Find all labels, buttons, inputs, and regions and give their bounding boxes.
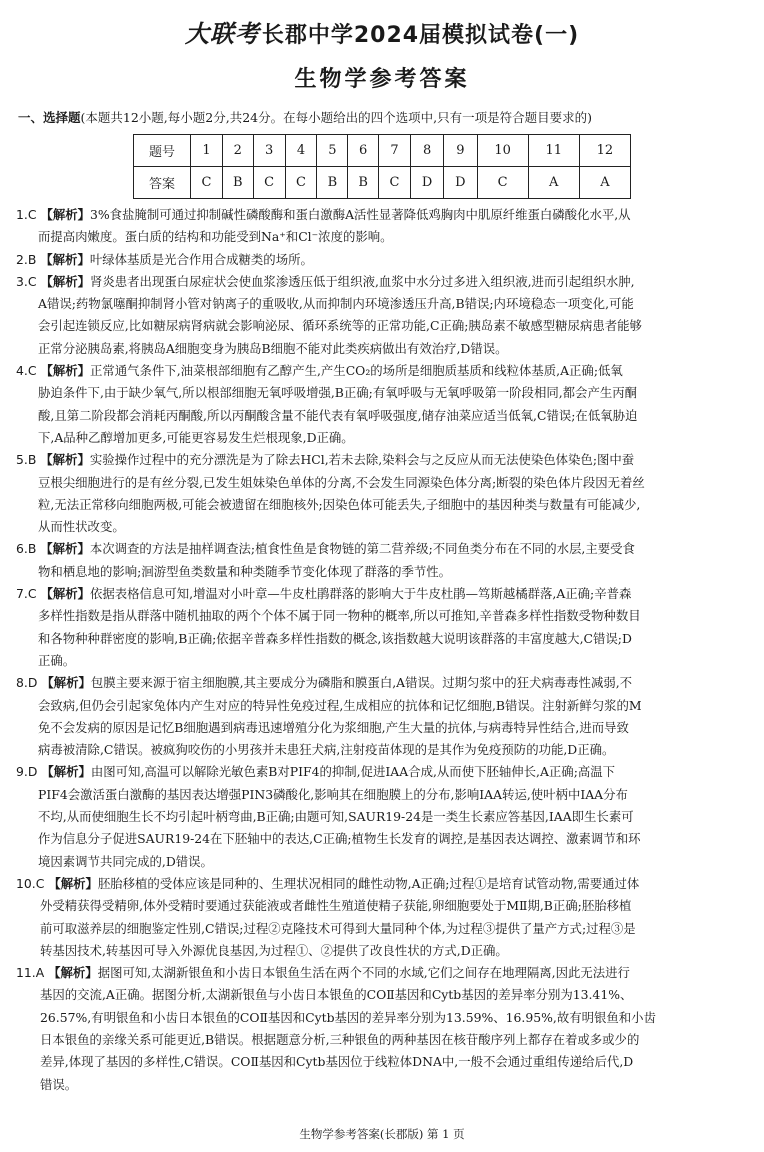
- analysis-tag: 【解析】: [41, 675, 91, 691]
- answer-cell: A: [528, 167, 579, 199]
- answer-cell: D: [444, 167, 477, 199]
- explanation-continuation-line: 差异,体现了基因的多样性,C错误。COⅡ基因和Cytb基因位于线粒体DNA中,一般不会通过重组传递给后代,D: [40, 1054, 634, 1070]
- section-note: (本题共12小题,每小题2分,共24分。在每小题给出的四个选项中,只有一项是符合题目要求的): [80, 110, 592, 125]
- question-number-cell: 6: [348, 135, 379, 167]
- brand-logo-text: 大联考: [184, 20, 260, 48]
- explanation-text: 叶绿体基质是光合作用合成糖类的场所。: [89, 251, 313, 267]
- explanation-text: 据图可知,太湖新银鱼和小齿日本银鱼生活在两个不同的水域,它们之间存在地理隔离,因此无法进行: [97, 965, 630, 981]
- exam-title-text: 长郡中学2024届模拟试卷(一): [261, 23, 580, 48]
- explanation-continuation-line: 而提高肉嫩度。蛋白质的结构和功能受到Na⁺和Cl⁻浓度的影响。: [38, 229, 393, 245]
- question-number-cell: 3: [253, 135, 285, 167]
- number-row-label: 题号: [134, 135, 191, 167]
- explanation-item: [16, 204, 750, 249]
- question-number-cell: 9: [444, 135, 477, 167]
- explanation-first-line: [16, 583, 750, 605]
- explanation-continuation-line: 会致病,但仍会引起家兔体内产生对应的特异性免疫过程,生成相应的抗体和记忆细胞,B错误。注射新鲜匀浆的M: [38, 697, 642, 713]
- answer-cell: B: [348, 167, 379, 199]
- question-answer-label: 4.C: [16, 363, 37, 379]
- question-answer-label: 5.B: [16, 452, 37, 468]
- explanation-item: [16, 360, 750, 449]
- explanation-continuation-line: 下,A品种乙醇增加更多,可能更容易发生烂根现象,D正确。: [38, 429, 354, 445]
- explanation-text: 实验操作过程中的充分漂洗是为了除去HCl,若未去除,染料会与之反应从而无法使染色体染色;图中蚕: [89, 452, 635, 468]
- question-answer-label: 11.A: [16, 965, 45, 981]
- analysis-tag: 【解析】: [40, 586, 90, 602]
- explanation-continuation-line: 病毒被清除,C错误。被疯狗咬伤的小男孩并未患狂犬病,注射疫苗体现的是其作为免疫预防的功能,D正确。: [38, 742, 615, 758]
- explanation-continuation-line: 错误。: [40, 1076, 78, 1092]
- answer-cell: D: [410, 167, 443, 199]
- explanation-continuation-line: 会引起连锁反应,比如糖尿病肾病就会影响泌尿、循环系统等的正常功能,C正确;胰岛素不敏感型糖尿病患者能够: [38, 318, 642, 334]
- explanation-continuation-line: 和各物种种群密度的影响,B正确;依据辛普森多样性指数的概念,该指数越大说明该群落的丰富度越大,C错误;D: [38, 630, 632, 646]
- explanation-continuation-line: 外受精获得受精卵,体外受精时要通过获能液或者雌性生殖道使精子获能,卵细胞要处于MⅡ期,B正确;胚胎移植: [40, 898, 632, 914]
- explanation-first-line: [16, 538, 750, 560]
- explanation-first-line: [16, 873, 750, 895]
- answer-cell: C: [477, 167, 528, 199]
- explanation-continuation-line: 日本银鱼的亲缘关系可能更近,B错误。根据题意分析,三种银鱼的两种基因在核苷酸序列上都存在着或多或少的: [40, 1031, 640, 1047]
- analysis-tag: 【解析】: [40, 452, 90, 468]
- question-answer-label: 2.B: [16, 251, 37, 267]
- explanation-continuation-line: 不均,从而使细胞生长不均引起叶柄弯曲,B正确;由题可知,SAUR19-24是一类生长素应答基因,IAA即生长素可: [38, 809, 634, 825]
- question-number-cell: 7: [379, 135, 411, 167]
- answer-table: [133, 134, 631, 199]
- explanation-continuation-line: 前可取滋养层的细胞鉴定性别,C错误;过程②克隆技术可得到大量同种个体,为过程③提供了量产方式;过程③是: [40, 920, 636, 936]
- explanation-continuation-line: 作为信息分子促进SAUR19-24在下胚轴中的表达,C正确;植物生长发育的调控,是基因表达调控、激素调节和环: [38, 831, 641, 847]
- explanation-continuation-line: 豆根尖细胞进行的是有丝分裂,已发生姐妹染色单体的分离,不会发生同源染色体分离;断裂的染色体片段因无着丝: [38, 474, 645, 490]
- explanation-continuation-line: 酸,且第二阶段都会消耗丙酮酸,所以丙酮酸含量不能代表有氧呼吸强度,储存油菜应适当低氧,C错误;在低氧胁迫: [38, 407, 638, 423]
- question-number-cell: 2: [222, 135, 253, 167]
- page-footer: 生物学参考答案(长郡版) 第 1 页: [299, 1127, 465, 1141]
- section-heading: [18, 108, 758, 126]
- answer-cell: A: [579, 167, 630, 199]
- explanation-text: 3%食盐腌制可通过抑制碱性磷酸酶和蛋白激酶A活性显著降低鸡胸肉中肌原纤维蛋白磷酸化水平,从: [90, 207, 631, 222]
- explanation-text: 肾炎患者出现蛋白尿症状会使血浆渗透压低于组织液,血浆中水分过多进入组织液,进而引起组织水肿,: [90, 273, 635, 289]
- explanation-continuation-line: 26.57%,有明银鱼和小齿日本银鱼的COⅡ基因和Cytb基因的差异率分别为13.59%、16.95%,故有明银鱼和小齿: [40, 1009, 656, 1025]
- explanation-continuation-line: 粒,无法正常移向细胞两极,可能会被遗留在细胞核外;因染色体可能丢失,子细胞中的基因种类与数量有可能减少,: [38, 496, 641, 512]
- analysis-tag: 【解析】: [40, 363, 90, 379]
- explanation-continuation-line: 正常分泌胰岛素,将胰岛A细胞变身为胰岛B细胞不能对此类疾病做出有效治疗,D错误。: [38, 340, 508, 356]
- question-answer-label: 1.C: [16, 207, 37, 222]
- explanation-item: [16, 672, 750, 761]
- explanation-continuation-line: 境因素调节共同完成的,D错误。: [38, 853, 213, 869]
- explanation-continuation-line: PIF4会激活蛋白激酶的基因表达增强PIN3磷酸化,影响其在细胞膜上的分布,影响IAA转运,使叶柄中IAA分布: [38, 786, 628, 802]
- answer-table-number-row: [134, 135, 631, 167]
- explanation-text: 由图可知,高温可以解除光敏色素B对PIF4的抑制,促进IAA合成,从而使下胚轴伸长,A正确;高温下: [90, 764, 616, 780]
- question-number-cell: 12: [579, 135, 630, 167]
- analysis-tag: 【解析】: [40, 541, 90, 557]
- explanation-first-line: [16, 271, 750, 293]
- answer-cell: C: [379, 167, 411, 199]
- explanation-item: [16, 761, 750, 872]
- explanation-text: 依据表格信息可知,增温对小叶章—牛皮杜鹃群落的影响大于牛皮杜鹃—笃斯越橘群落,A正确;辛普森: [90, 586, 632, 602]
- explanation-continuation-line: 正确。: [38, 652, 76, 668]
- explanation-first-line: [16, 761, 750, 783]
- analysis-tag: 【解析】: [40, 251, 90, 267]
- exam-title: [0, 14, 764, 49]
- question-number-cell: 11: [528, 135, 579, 167]
- answer-cell: C: [253, 167, 285, 199]
- analysis-tag: 【解析】: [41, 764, 91, 780]
- explanation-text: 包膜主要来源于宿主细胞膜,其主要成分为磷脂和膜蛋白,A错误。过期匀浆中的狂犬病毒毒性减弱,不: [90, 675, 633, 691]
- explanation-item: [16, 271, 750, 360]
- answer-cell: B: [222, 167, 253, 199]
- question-answer-label: 7.C: [16, 586, 37, 602]
- answer-row-label: 答案: [134, 167, 191, 199]
- explanation-text: 正常通气条件下,油菜根部细胞有乙醇产生,产生CO₂的场所是细胞质基质和线粒体基质,A正确;低氧: [90, 363, 623, 379]
- explanation-continuation-line: 从而性状改变。: [38, 519, 125, 535]
- explanation-continuation-line: 转基因技术,转基因可导入外源优良基因,为过程①、②提供了改良性状的方式,D正确。: [40, 942, 508, 958]
- explanation-first-line: [16, 962, 750, 984]
- explanation-item: [16, 249, 750, 271]
- answer-cell: B: [317, 167, 348, 199]
- analysis-tag: 【解析】: [48, 875, 98, 891]
- analysis-tag: 【解析】: [40, 273, 90, 289]
- answer-cell: C: [191, 167, 223, 199]
- question-number-cell: 1: [191, 135, 223, 167]
- explanation-first-line: [16, 360, 750, 382]
- question-number-cell: 10: [477, 135, 528, 167]
- answer-cell: C: [285, 167, 317, 199]
- explanation-text: 本次调查的方法是抽样调查法;植食性鱼是食物链的第二营养级;不同鱼类分布在不同的水层,主要受食: [89, 541, 635, 557]
- page-subtitle: 生物学参考答案: [294, 67, 470, 92]
- question-answer-label: 8.D: [16, 675, 38, 691]
- question-answer-label: 10.C: [16, 875, 45, 891]
- explanation-continuation-line: 物和栖息地的影响;洄游型鱼类数量和种类随季节变化体现了群落的季节性。: [38, 563, 452, 579]
- explanation-list: [16, 204, 750, 1096]
- explanation-item: [16, 449, 750, 538]
- section-title: 一、选择题: [18, 110, 81, 125]
- question-answer-label: 9.D: [16, 764, 38, 780]
- question-answer-label: 3.C: [16, 273, 37, 289]
- explanation-first-line: [16, 672, 750, 694]
- explanation-item: [16, 538, 750, 583]
- question-number-cell: 8: [410, 135, 443, 167]
- question-number-cell: 5: [317, 135, 348, 167]
- explanation-continuation-line: A错误;药物氯噻酮抑制肾小管对钠离子的重吸收,从而抑制内环境渗透压升高,B错误;内环境稳态一项变化,可能: [38, 296, 634, 312]
- analysis-tag: 【解析】: [48, 965, 98, 981]
- explanation-text: 胚胎移植的受体应该是同种的、生理状况相同的雌性动物,A正确;过程①是培育试管动物,需要通过体: [97, 875, 640, 891]
- question-number-cell: 4: [285, 135, 317, 167]
- explanation-first-line: [16, 249, 750, 271]
- analysis-tag: 【解析】: [40, 207, 90, 222]
- explanation-item: [16, 873, 750, 962]
- explanation-first-line: [16, 449, 750, 471]
- explanation-continuation-line: 胁迫条件下,由于缺少氧气,所以根部细胞无氧呼吸增强,B正确;有氧呼吸与无氧呼吸第一阶段相同,都会产生丙酮: [38, 385, 638, 401]
- explanation-continuation-line: 多样性指数是指从群落中随机抽取的两个个体不属于同一物种的概率,所以可推知,辛普森多样性指数受物种数目: [38, 608, 641, 624]
- explanation-continuation-line: 基因的交流,A正确。据图分析,太湖新银鱼与小齿日本银鱼的COⅡ基因和Cytb基因的差异率分别为13.41%、: [40, 987, 633, 1003]
- answer-table-answer-row: [134, 167, 631, 199]
- explanation-continuation-line: 免不会发病的原因是记忆B细胞遇到病毒迅速增殖分化为浆细胞,产生大量的抗体,与病毒特异性结合,进而导致: [38, 719, 629, 735]
- question-answer-label: 6.B: [16, 541, 37, 557]
- explanation-item: [16, 583, 750, 672]
- explanation-item: [16, 962, 750, 1096]
- explanation-first-line: [16, 204, 750, 226]
